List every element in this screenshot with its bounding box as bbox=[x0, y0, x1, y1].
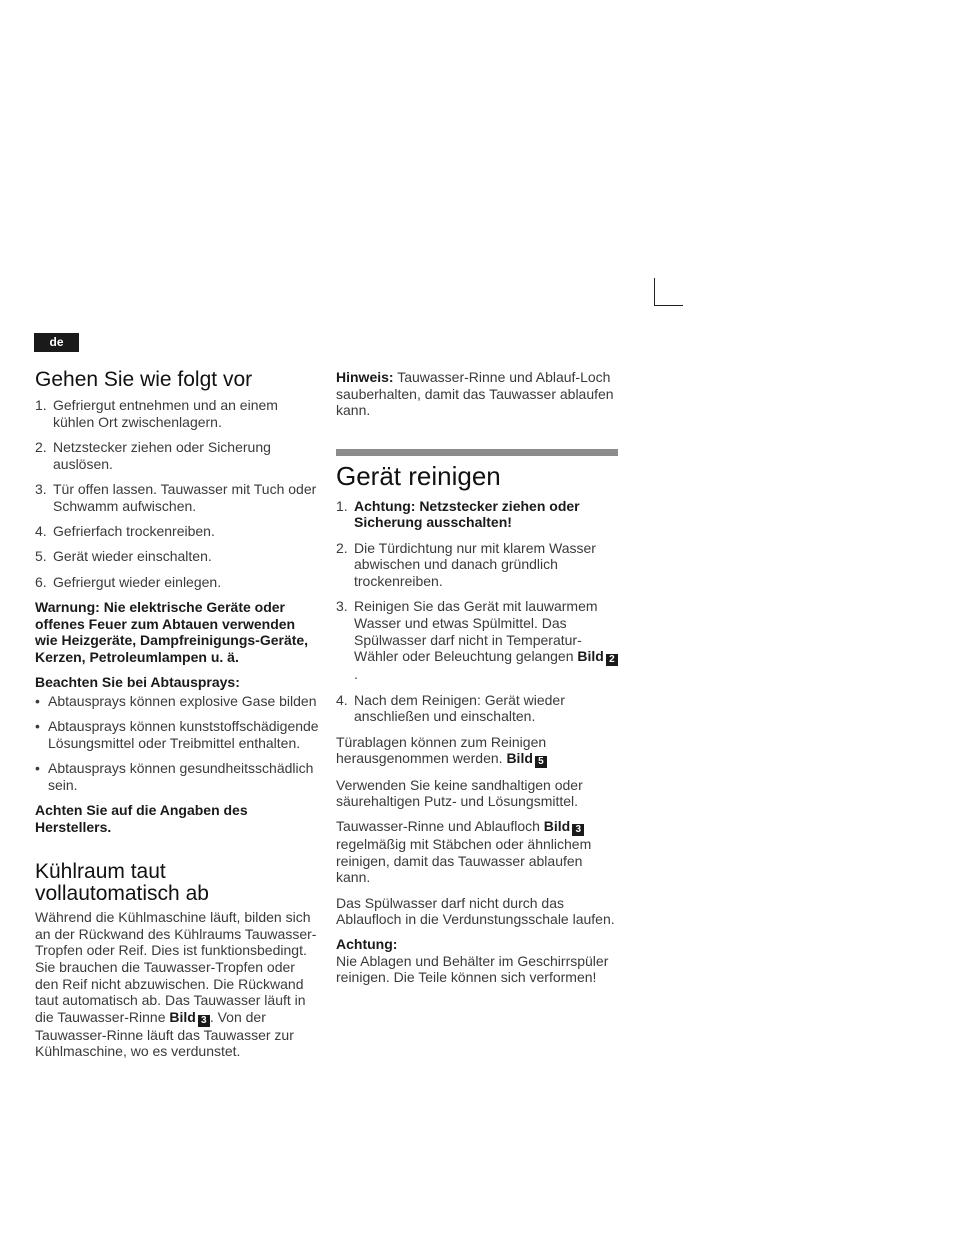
list-item bbox=[35, 574, 320, 591]
paragraph-text: Türablagen können zum Reinigen herausgenommen werden. bbox=[336, 733, 547, 767]
bullet-icon: • bbox=[35, 717, 40, 734]
figure-number-badge: 3 bbox=[198, 1015, 210, 1027]
left-column bbox=[35, 369, 320, 1068]
step-text: Gefriergut entnehmen und an einem kühlen Ort zwischenlagern. bbox=[53, 397, 278, 430]
heading-line: Kühlraum taut bbox=[35, 860, 166, 884]
step-text: Die Türdichtung nur mit klarem Wasser abwischen und danach gründlich trockenreiben. bbox=[354, 539, 596, 589]
rinse-paragraph: Das Spülwasser darf nicht durch das Ablaufloch in die Verdunstungsschale laufen. bbox=[336, 894, 615, 928]
step-number: 3. bbox=[35, 480, 47, 497]
language-badge: de bbox=[34, 333, 79, 352]
list-item bbox=[35, 481, 320, 514]
step-number: 3. bbox=[336, 598, 348, 615]
heading-line: vollautomatisch ab bbox=[35, 882, 209, 906]
paragraph-text: regelmäßig mit Stäbchen oder ähnlichem reinigen, damit das Tauwasser ablaufen kann. bbox=[336, 836, 592, 886]
bullet-icon: • bbox=[35, 692, 40, 709]
caution-paragraph bbox=[336, 936, 618, 986]
step-number: 2. bbox=[336, 539, 348, 556]
list-item bbox=[336, 598, 618, 682]
bullet-text: Abtausprays können gesundheitsschädlich sein. bbox=[48, 759, 314, 793]
hint-paragraph bbox=[336, 369, 618, 419]
step-number: 4. bbox=[336, 691, 348, 708]
step-text: Gerät wieder einschalten. bbox=[53, 548, 212, 565]
list-item bbox=[35, 548, 320, 565]
door-shelves-paragraph bbox=[336, 734, 618, 769]
heading-fridge-defrost bbox=[35, 861, 320, 905]
step-number: 1. bbox=[336, 497, 348, 514]
list-item bbox=[35, 397, 320, 430]
list-item bbox=[35, 439, 320, 472]
list-item bbox=[336, 540, 618, 590]
hint-label: Hinweis: bbox=[336, 369, 394, 385]
section-divider bbox=[336, 449, 618, 456]
bullet-icon: • bbox=[35, 759, 40, 776]
manufacturer-note: Achten Sie auf die Angaben des Herstellers. bbox=[35, 801, 248, 835]
step-text: Reinigen Sie das Gerät mit lauwarmem Wasser und etwas Spülmittel. Das Spülwasser darf nicht in Temperatur-Wähler oder Beleuchtung gelangen bbox=[354, 598, 598, 665]
step-number: 4. bbox=[35, 522, 47, 539]
caution-text: Nie Ablagen und Behälter im Geschirrspüler reinigen. Die Teile können sich verformen! bbox=[336, 952, 609, 986]
step-text: Achtung: Netzstecker ziehen oder Sicherung ausschalten! bbox=[354, 497, 580, 531]
list-item bbox=[35, 718, 320, 751]
paragraph-text: Tauwasser-Rinne und Ablaufloch bbox=[336, 818, 540, 835]
hint-text: Tauwasser-Rinne und Ablauf-Loch sauberhalten, damit das Tauwasser ablaufen kann. bbox=[336, 369, 614, 419]
step-number: 2. bbox=[35, 438, 47, 455]
caution-label: Achtung: bbox=[336, 936, 398, 953]
figure-number-badge: 3 bbox=[572, 824, 584, 836]
step-text: Gefriergut wieder einlegen. bbox=[53, 573, 222, 590]
figure-ref-label: Bild bbox=[543, 818, 571, 835]
drain-paragraph bbox=[336, 818, 618, 886]
procedure-list bbox=[35, 397, 320, 590]
crop-mark bbox=[654, 278, 683, 306]
warning-text: Warnung: Nie elektrische Geräte oder offenes Feuer zum Abtauen verwenden wie Heizgeräte, Dampfreinigungs-Geräte, Kerzen, Petroleumlampen u. ä. bbox=[35, 599, 309, 665]
step-text-end: . bbox=[354, 666, 358, 683]
step-number: 6. bbox=[35, 573, 47, 590]
step-text: Gefrierfach trockenreiben. bbox=[53, 522, 215, 539]
step-text: Tür offen lassen. Tauwasser mit Tuch oder Schwamm aufwischen. bbox=[53, 480, 317, 514]
bullet-text: Abtausprays können explosive Gase bilden bbox=[48, 692, 317, 709]
list-item bbox=[336, 498, 618, 531]
heading-procedure: Gehen Sie wie folgt vor bbox=[35, 368, 253, 391]
paragraph-text: Während die Kühlmaschine läuft, bilden sich an der Rückwand des Kühlraums Tauwasser-Tropfen oder Reif. Dies ist funktionsbedingt. Sie brauchen die Tauwasser-Tropfen oder den Reif nicht abzuwischen. Die Rückwand taut automatisch ab. Das Tauwasser läuft in die Tauwasser-Rinne bbox=[35, 909, 317, 1025]
list-item bbox=[35, 693, 320, 710]
step-number: 5. bbox=[35, 548, 47, 565]
figure-number-badge: 5 bbox=[535, 756, 547, 768]
step-text: Nach dem Reinigen: Gerät wieder anschließen und einschalten. bbox=[354, 691, 565, 725]
spray-heading: Beachten Sie bei Abtausprays: bbox=[35, 674, 240, 690]
list-item bbox=[35, 760, 320, 793]
figure-ref-label: Bild bbox=[506, 750, 533, 767]
list-item bbox=[336, 692, 618, 725]
fridge-paragraph bbox=[35, 909, 320, 1060]
figure-ref-label: Bild bbox=[169, 1008, 196, 1025]
figure-ref-label: Bild bbox=[577, 648, 604, 665]
bullet-text: Abtausprays können kunststoffschädigende Lösungsmittel oder Treibmittel enthalten. bbox=[48, 717, 319, 751]
cleaning-steps bbox=[336, 498, 618, 725]
heading-clean: Gerät reinigen bbox=[336, 460, 501, 491]
paragraph-text: . Von der Tauwasser-Rinne läuft das Tauwasser zur Kühlmaschine, wo es verdunstet. bbox=[35, 1008, 294, 1060]
no-abrasive-paragraph: Verwenden Sie keine sandhaltigen oder säurehaltigen Putz- und Lösungsmittel. bbox=[336, 776, 583, 810]
step-text: Netzstecker ziehen oder Sicherung auslösen. bbox=[53, 438, 271, 472]
right-column bbox=[336, 369, 618, 995]
spray-list bbox=[35, 693, 320, 794]
step-number: 1. bbox=[35, 397, 47, 413]
figure-number-badge: 2 bbox=[606, 654, 618, 666]
list-item bbox=[35, 523, 320, 540]
